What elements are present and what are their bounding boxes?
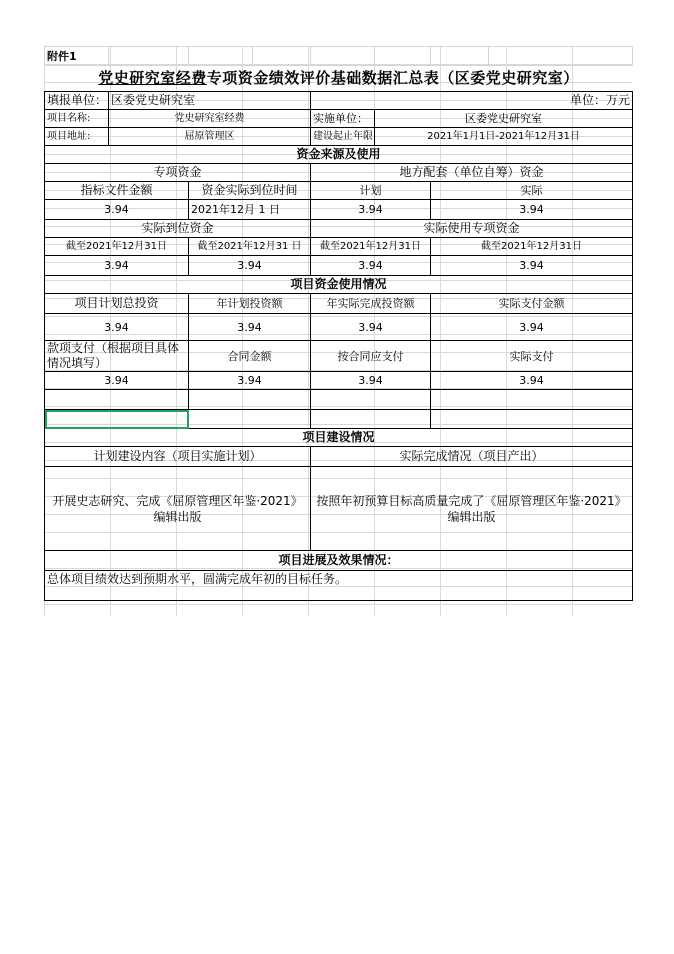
plan-content-header: 计划建设内容（项目实施计划）: [45, 447, 311, 467]
actual-payment-header: 实际支付: [431, 341, 633, 372]
actual-paid-value: 3.94: [431, 314, 633, 341]
plan-content-text: 开展史志研究、完成《屈原管理区年鉴·2021》编辑出版: [45, 467, 311, 551]
planned-total-header: 项目计划总投资: [45, 294, 189, 314]
plan-value: 3.94: [311, 200, 431, 220]
as-of-value-3: 3.94: [311, 256, 431, 276]
payment-label: 款项支付（根据项目具体情况填写）: [45, 341, 189, 372]
planned-total-value: 3.94: [45, 314, 189, 341]
empty-cell: [431, 390, 633, 410]
actual-header: 实际: [431, 182, 633, 200]
arrival-time-value: 2021年12月 1 日: [189, 200, 311, 220]
project-address-label: 项目地址:: [45, 128, 109, 146]
period-value: 2021年1月1日-2021年12月31日: [375, 128, 633, 146]
actual-use-header: 实际使用专项资金: [311, 220, 633, 238]
actual-completion-header: 实际完成情况（项目产出）: [311, 447, 633, 467]
actual-paid-header: 实际支付金额: [431, 294, 633, 314]
empty-cell: [431, 410, 633, 429]
selected-cell[interactable]: [45, 410, 189, 429]
attachment-label: 附件1: [45, 47, 109, 66]
empty-cell: [45, 390, 189, 410]
as-of-value-4: 3.94: [431, 256, 633, 276]
empty-cell: [189, 410, 311, 429]
page-title: [45, 66, 633, 92]
reporting-unit-label: 填报单位：: [45, 92, 109, 110]
as-of-date-4: 截至2021年12月31日: [431, 238, 633, 256]
performance-summary-table: [44, 46, 633, 601]
as-of-date-3: 截至2021年12月31日: [311, 238, 431, 256]
project-address-value: 屈原管理区: [109, 128, 311, 146]
arrival-time-header: 资金实际到位时间: [189, 182, 311, 200]
annual-plan-value: 3.94: [189, 314, 311, 341]
actual-payment-value: 3.94: [431, 372, 633, 390]
plan-header: 计划: [311, 182, 431, 200]
annual-plan-header: 年计划投资额: [189, 294, 311, 314]
actual-value: 3.94: [431, 200, 633, 220]
impl-unit-label: 实施单位：: [311, 110, 375, 128]
impl-unit-value: 区委党史研究室: [375, 110, 633, 128]
title-underlined: 党史研究室经费: [98, 69, 207, 87]
empty-cell: [311, 410, 431, 429]
progress-text: 总体项目绩效达到预期水平，圆满完成年初的目标任务。: [45, 571, 633, 601]
contract-amount-header: 合同金额: [189, 341, 311, 372]
currency-unit: 单位：万元: [311, 92, 633, 110]
funds-section-title: 资金来源及使用: [45, 146, 633, 164]
empty-cell: [189, 390, 311, 410]
project-name-value: 党史研究室经费: [109, 110, 311, 128]
actual-arrival-header: 实际到位资金: [45, 220, 311, 238]
doc-amount-value: 3.94: [45, 200, 189, 220]
empty-cell: [311, 390, 431, 410]
doc-amount-header: 指标文件金额: [45, 182, 189, 200]
reporting-unit-value: 区委党史研究室: [109, 92, 311, 110]
period-label: 建设起止年限: [311, 128, 375, 146]
construction-section-title: 项目建设情况: [45, 429, 633, 447]
actual-completion-text: 按照年初预算目标高质量完成了《屈原管理区年鉴·2021》编辑出版: [311, 467, 633, 551]
annual-actual-header: 年实际完成投资额: [311, 294, 431, 314]
special-funds-header: 专项资金: [45, 164, 311, 182]
by-contract-value: 3.94: [311, 372, 431, 390]
as-of-date-2: 截至2021年12月31 日: [189, 238, 311, 256]
progress-section-title: 项目进展及效果情况：: [45, 551, 633, 571]
title-rest: 专项资金绩效评价基础数据汇总表（区委党史研究室）: [206, 69, 579, 87]
annual-actual-value: 3.94: [311, 314, 431, 341]
as-of-value-1: 3.94: [45, 256, 189, 276]
contract-amount-value: 3.94: [189, 372, 311, 390]
as-of-date-1: 截至2021年12月31日: [45, 238, 189, 256]
by-contract-header: 按合同应支付: [311, 341, 431, 372]
as-of-value-2: 3.94: [189, 256, 311, 276]
usage-section-title: 项目资金使用情况: [45, 276, 633, 294]
project-name-label: 项目名称:: [45, 110, 109, 128]
payment-value: 3.94: [45, 372, 189, 390]
local-funds-header: 地方配套（单位自筹）资金: [311, 164, 633, 182]
